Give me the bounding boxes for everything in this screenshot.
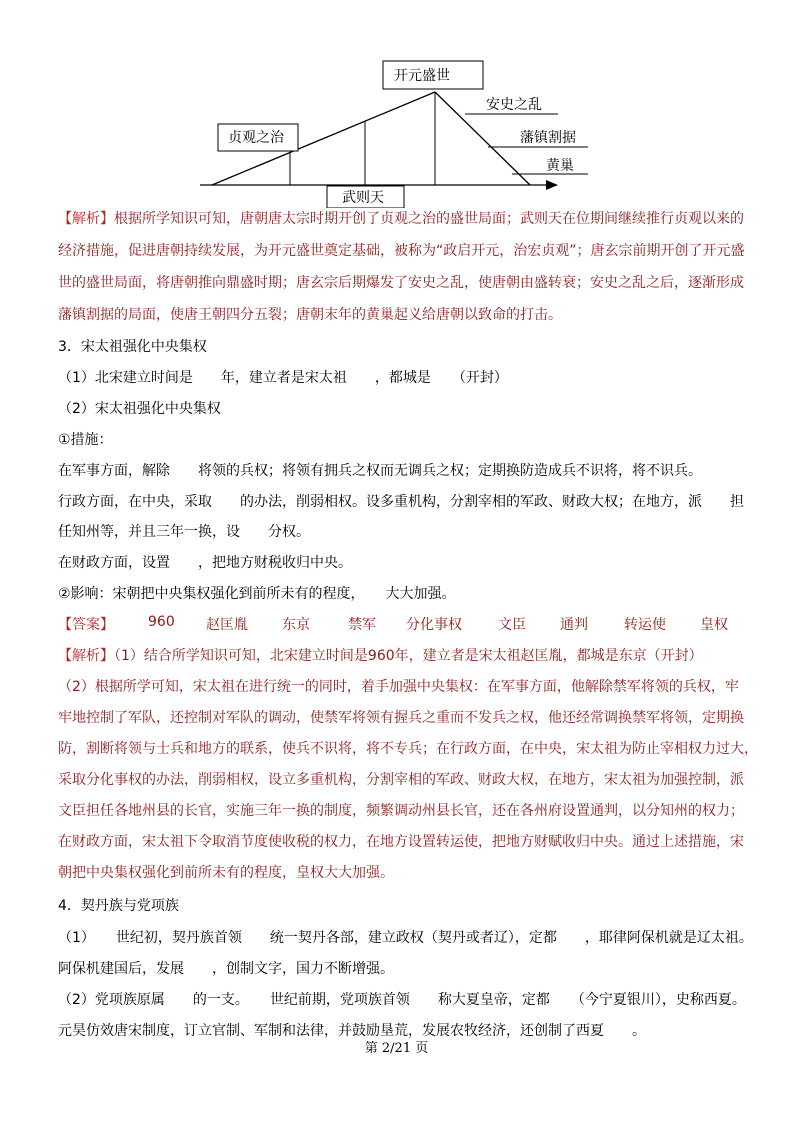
answer-item: 赵匡胤 — [206, 617, 248, 633]
analysis1-tag: 【解析】 — [58, 211, 114, 227]
analysis2-line-6: 文臣担任各地州县的长官，实施三年一换的制度，频繁调动州县长官，还在各州府设置通判，以分知州的权力； — [58, 803, 744, 819]
analysis2-line-2: （2）根据所学可知，宋太祖在进行统一的同时，着手加强中央集权：在军事方面，他解除禁军将领的兵权，牢 — [58, 679, 739, 695]
answer-item: 禁军 — [348, 617, 376, 633]
page-number: 第 2/21 页 — [364, 1041, 429, 1056]
answer-item: 文臣 — [498, 617, 526, 633]
section4-line-4: 元昊仿效唐宋制度，订立官制、军制和法律，并鼓励垦荒，发展农牧经济，还创制了西夏 。 — [58, 1023, 646, 1039]
answer-item: 通判 — [560, 617, 588, 633]
fanzhen-label: 藩镇割据 — [520, 130, 576, 146]
kaiyuan-label: 开元盛世 — [394, 68, 450, 84]
analysis2-line-4: 防，割断将领与士兵和地方的联系，使兵不识将，将不专兵；在行政方面，在中央，宋太祖为防止宰相权力过大， — [58, 741, 758, 757]
analysis1-line-4: 藩镇割据的局面，使唐王朝四分五裂；唐朝末年的黄巢起义给唐朝以致命的打击。 — [58, 307, 562, 323]
analysis1-line-2: 经济措施，促进唐朝持续发展，为开元盛世奠定基础，被称为“政启开元，治宏贞观”；唐玄宗前期开创了开元盛 — [58, 243, 745, 259]
timeline-arrowhead-icon — [546, 180, 558, 190]
analysis1-line-3: 世的盛世局面，将唐朝推向鼎盛时期；唐玄宗后期爆发了安史之乱，使唐朝由盛转衰；安史之乱之后，逐渐形成 — [58, 275, 744, 291]
anshi-label: 安史之乱 — [486, 97, 542, 113]
section3-admin-1: 行政方面，在中央，采取 的办法，削弱相权。设多重机构，分割宰相的军政、财政大权；在地方，派 担 — [58, 494, 744, 510]
section3-q2: （2）宋太祖强化中央集权 — [58, 401, 221, 417]
section3-measures-heading: ①措施： — [58, 432, 113, 448]
section3-impact: ②影响：宋朝把中央集权强化到前所未有的程度， 大大加强。 — [58, 586, 456, 602]
answer-item: 960 — [148, 614, 175, 630]
answer-item: 东京 — [282, 617, 310, 633]
section4-line-1: （1） 世纪初，契丹族首领 统一契丹各部，建立政权（契丹或者辽），定都 ，耶律阿保机就是辽太祖。 — [58, 930, 753, 946]
section3-admin-2: 任知州等，并且三年一换，设 分权。 — [58, 524, 310, 540]
analysis2-line-5: 采取分化事权的办法，削弱相权，设立多重机构，分割宰相的军政、财政大权，在地方，宋太祖为加强控制，派 — [58, 772, 744, 788]
section4-line-2: 阿保机建国后，发展 ，创制文字，国力不断增强。 — [58, 961, 394, 977]
section3-military: 在军事方面，解除 将领的兵权；将领有拥兵之权而无调兵之权；定期换防造成兵不识将，将不识兵。 — [58, 463, 702, 479]
analysis2-line-1: 【解析】（1）结合所学知识可知，北宋建立时间是960年，建立者是宋太祖赵匡胤，都城是东京（开封） — [58, 648, 703, 664]
huangchao-label: 黄巢 — [546, 158, 574, 174]
section3-finance: 在财政方面，设置 ，把地方财税收归中央。 — [58, 555, 352, 571]
section3-q1: （1）北宋建立时间是 年，建立者是宋太祖 ，都城是 （开封） — [58, 370, 508, 386]
analysis2-tag: 【解析】 — [58, 648, 114, 664]
tang-dynasty-diagram — [190, 58, 590, 208]
analysis2-line-8: 朝把中央集权强化到前所未有的程度，皇权大大加强。 — [58, 865, 394, 881]
analysis1-line-1: 【解析】根据所学知识可知，唐朝唐太宗时期开创了贞观之治的盛世局面；武则天在位期间继续推行贞观以来的 — [58, 211, 744, 227]
section3-title: 3．宋太祖强化中央集权 — [58, 339, 207, 355]
answer-item: 分化事权 — [406, 617, 462, 633]
analysis2-line-3: 牢地控制了军队，还控制对军队的调动，使禁军将领有握兵之重而不发兵之权，他还经常调换禁军将领，定期换 — [58, 710, 744, 726]
section4-title: 4．契丹族与党项族 — [58, 898, 179, 914]
answer-item: 皇权 — [700, 617, 728, 633]
answer-item: 转运使 — [624, 617, 666, 633]
analysis2-line-7: 在财政方面，宋太祖下令取消节度使收税的权力，在地方设置转运使，把地方财赋收归中央。通过上述措施，宋 — [58, 834, 744, 850]
wuzetian-label: 武则天 — [342, 190, 384, 206]
section4-line-3: （2）党项族原属 的一支。 世纪前期，党项族首领 称大夏皇帝，定都 （今宁夏银川），史称西夏。 — [58, 992, 746, 1008]
zhenguan-label: 贞观之治 — [228, 130, 284, 146]
answer-tag: 【答案】 — [58, 617, 114, 633]
